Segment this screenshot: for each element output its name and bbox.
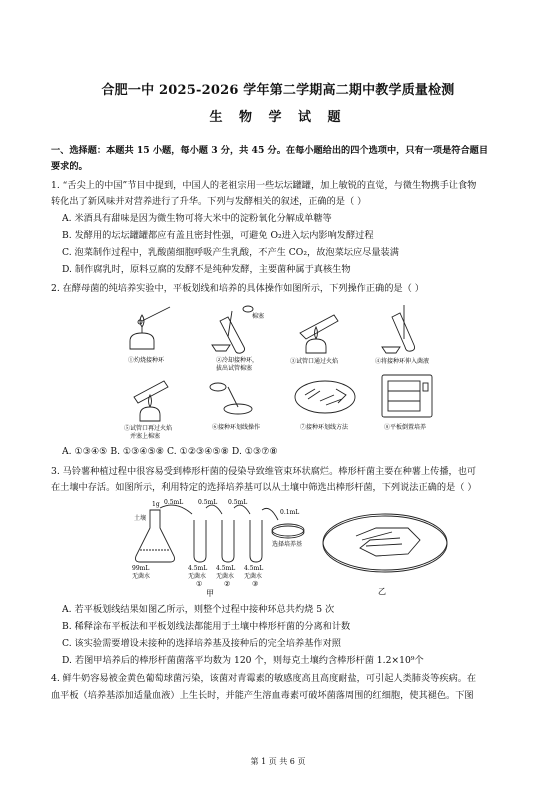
test-tube-icon	[392, 313, 415, 351]
soil-amount: 1g	[152, 501, 160, 508]
caption-5: ⑤试管口再过火焰	[124, 425, 173, 432]
figure-label: 无菌水	[216, 573, 235, 580]
test-tube-icon	[222, 520, 234, 562]
q3-option-d: D. 若图甲培养后的棒形杆菌菌落平均数为 120 个，则每克土壤约含棒形杆菌 1.2×10⁹个	[62, 655, 424, 666]
q3-option-b: B. 稀释涂布平板法和平板划线法都能用于土壤中棒形杆菌的分离和计数	[62, 621, 351, 632]
caption-2b: 拔出试管棉塞	[216, 365, 253, 372]
flask-volume: 99mL	[132, 565, 150, 572]
medium-label: 选择培养基	[272, 541, 303, 548]
transfer-arrow	[160, 505, 192, 514]
caption-5b: 并塞上棉塞	[130, 433, 161, 440]
incubator-icon	[382, 375, 432, 417]
caption-7: ⑦接种环划线方法	[300, 424, 349, 431]
q1-stem: 1. “舌尖上的中国”节目中提到，中国人的老祖宗用一些坛坛罐罐，加上敏锐的直觉，与微生物携手让食物	[51, 180, 477, 191]
caption-3: ③试管口通过火焰	[290, 358, 339, 365]
q4-stem: 4. 鲜牛奶容易被金黄色葡萄球菌污染，该菌对青霉素的敏感度高且高度耐盐，可引起人类肺炎等疾病。在	[51, 673, 477, 684]
transfer-2: 0.5mL	[198, 499, 218, 506]
exam-title: 合肥一中 2025-2026 学年第二学期高二期中教学质量检测	[101, 83, 455, 98]
q1-option-c: C. 泡菜制作过程中，乳酸菌细胞呼吸产生乳酸，不产生 CO₂，故泡菜坛应尽量装满	[62, 247, 399, 258]
figure-label-yi: 乙	[378, 587, 386, 596]
figure-label: 4.5mL	[244, 565, 264, 572]
caption-8: ⑧平板倒置培养	[384, 424, 427, 431]
soil-label: 土壤	[134, 515, 147, 522]
section-heading: 一、选择题：本题共 15 小题，每小题 3 分，共 45 分。在每小题给出的四个选项中，只有一项是符合题目	[51, 145, 489, 156]
streak-plate-icon	[295, 381, 355, 413]
tube-number-3: ③	[252, 580, 259, 588]
figure-label: 无菌水	[188, 573, 207, 580]
test-tube-icon	[194, 520, 206, 562]
transfer-arrow	[262, 508, 278, 520]
transfer-3: 0.5mL	[228, 499, 248, 506]
caption-cotton-plug: 棉塞	[252, 313, 265, 320]
q3-stem: 3. 马铃薯种植过程中很容易受到棒形杆菌的侵染导致维管束环状腐烂。棒形杆菌主要在种薯上传播，也可	[51, 466, 477, 477]
q1-stem-cont: 转化出了新风味并对营养进行了升华。下列与发酵相关的叙述，正确的是（ ）	[51, 196, 367, 207]
figure-label-jia: 甲	[206, 589, 214, 598]
exam-subject: 生 物 学 试 题	[209, 110, 347, 125]
q3-dilution-figure	[130, 498, 460, 598]
q2-procedure-figure	[120, 303, 440, 443]
alcohol-lamp-icon	[140, 407, 160, 421]
streak-plate-icon	[323, 514, 447, 572]
caption-6: ⑥接种环划线操作	[212, 424, 261, 431]
transfer-arrow	[206, 505, 222, 514]
inoculating-loop-icon	[142, 307, 170, 321]
test-tube-icon	[250, 520, 262, 562]
q4-stem-cont: 血平板（培养基添加适量血液）上生长时，并能产生溶血毒素可破坏菌落周围的红细胞，使其褪色。下图	[51, 690, 474, 701]
caption-1: ①灼烧接种环	[128, 357, 165, 364]
q1-option-b: B. 发酵用的坛坛罐罐都应有盖且密封性强，可避免 O₂进入坛内影响发酵过程	[62, 230, 374, 241]
q3-option-c: C. 该实验需要增设未接种的选择培养基及接种后的完全培养基作对照	[62, 638, 341, 649]
alcohol-lamp-icon	[306, 339, 326, 353]
test-tube-icon	[220, 317, 245, 353]
q3-option-a: A. 若平板划线结果如图乙所示，则整个过程中接种环总共灼烧 5 次	[62, 604, 335, 615]
alcohol-lamp-icon	[130, 315, 154, 349]
caption-4: ④将接种环伸入菌液	[375, 358, 430, 365]
test-tube-icon	[300, 315, 338, 339]
q1-option-a: A. 米酒具有甜味是因为微生物可将大米中的淀粉氧化分解成单糖等	[62, 213, 332, 224]
alcohol-lamp-icon	[212, 345, 230, 351]
section-heading-cont: 要求的。	[51, 161, 88, 172]
tube-number-1: ①	[196, 580, 203, 588]
transfer-arrow	[234, 505, 250, 514]
transfer-final: 0.1mL	[280, 509, 300, 516]
page-footer: 第 1 页 共 6 页	[250, 757, 306, 766]
transfer-1: 0.5mL	[164, 499, 184, 506]
flask-label: 无菌水	[132, 573, 151, 580]
q1-option-d: D. 制作腐乳时，原料豆腐的发酵不是纯种发酵，主要菌种属于真核生物	[62, 264, 351, 275]
q2-stem: 2. 在酵母菌的纯培养实验中，平板划线和培养的具体操作如图所示，下列操作正确的是（ ）	[51, 283, 424, 294]
caption-2: ②冷却接种环，	[216, 357, 259, 364]
figure-label: 4.5mL	[188, 565, 208, 572]
alcohol-lamp-icon	[382, 347, 400, 353]
figure-label: 无菌水	[244, 573, 263, 580]
q3-stem-cont: 在土壤中存活。如图所示，利用特定的选择培养基可以从土壤中筛选出棒形杆菌，下列说法正确的是（ ）	[51, 482, 477, 493]
q2-options: A. ①③④⑤ B. ①③④⑤⑧ C. ①②③④⑤⑧ D. ①③⑦⑧	[62, 446, 278, 457]
figure-label: 4.5mL	[216, 565, 236, 572]
cotton-plug-icon	[243, 306, 253, 312]
petri-dish-icon	[224, 404, 252, 414]
tube-number-2: ②	[224, 580, 231, 588]
